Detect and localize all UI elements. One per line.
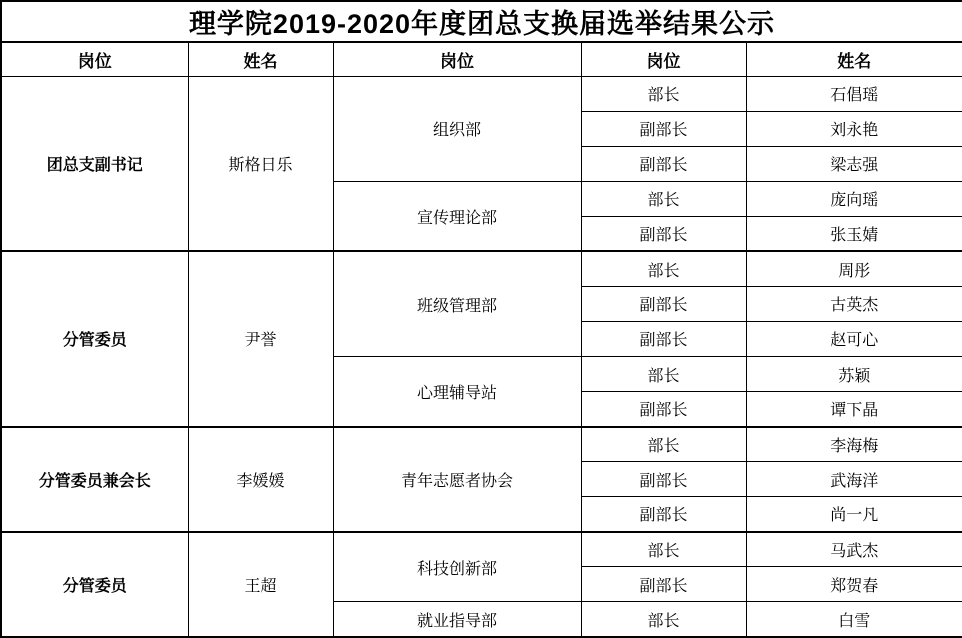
role-cell: 部长 xyxy=(581,356,746,391)
member-name-cell: 周彤 xyxy=(746,251,962,286)
member-name-cell: 苏颖 xyxy=(746,356,962,391)
position-cell: 团总支副书记 xyxy=(1,76,188,251)
header-position-left: 岗位 xyxy=(1,42,188,76)
member-name-cell: 石倡瑶 xyxy=(746,76,962,111)
role-cell: 部长 xyxy=(581,181,746,216)
position-cell: 分管委员兼会长 xyxy=(1,427,188,532)
member-name-cell: 武海洋 xyxy=(746,462,962,497)
department-cell: 就业指导部 xyxy=(333,602,581,637)
role-cell: 部长 xyxy=(581,602,746,637)
member-name-cell: 梁志强 xyxy=(746,146,962,181)
header-position-mid: 岗位 xyxy=(333,42,581,76)
leader-name-cell: 斯格日乐 xyxy=(188,76,333,251)
department-cell: 科技创新部 xyxy=(333,532,581,602)
department-cell: 宣传理论部 xyxy=(333,181,581,251)
department-cell: 组织部 xyxy=(333,76,581,181)
header-name-left: 姓名 xyxy=(188,42,333,76)
header-position-right: 岗位 xyxy=(581,42,746,76)
member-name-cell: 谭下晶 xyxy=(746,392,962,427)
leader-name-cell: 尹誉 xyxy=(188,251,333,426)
member-name-cell: 古英杰 xyxy=(746,286,962,321)
position-cell: 分管委员 xyxy=(1,251,188,426)
department-cell: 班级管理部 xyxy=(333,251,581,356)
department-cell: 青年志愿者协会 xyxy=(333,427,581,532)
role-cell: 副部长 xyxy=(581,111,746,146)
member-name-cell: 马武杰 xyxy=(746,532,962,567)
role-cell: 副部长 xyxy=(581,321,746,356)
member-name-cell: 尚一凡 xyxy=(746,497,962,532)
role-cell: 部长 xyxy=(581,251,746,286)
member-name-cell: 白雪 xyxy=(746,602,962,637)
member-name-cell: 张玉婧 xyxy=(746,216,962,251)
member-name-cell: 庞向瑶 xyxy=(746,181,962,216)
leader-name-cell: 李媛媛 xyxy=(188,427,333,532)
department-cell: 心理辅导站 xyxy=(333,356,581,426)
role-cell: 部长 xyxy=(581,532,746,567)
role-cell: 部长 xyxy=(581,76,746,111)
role-cell: 副部长 xyxy=(581,146,746,181)
role-cell: 副部长 xyxy=(581,497,746,532)
page-title: 理学院2019-2020年度团总支换届选举结果公示 xyxy=(1,1,962,42)
role-cell: 副部长 xyxy=(581,462,746,497)
header-name-right: 姓名 xyxy=(746,42,962,76)
leader-name-cell: 王超 xyxy=(188,532,333,637)
member-name-cell: 赵可心 xyxy=(746,321,962,356)
role-cell: 副部长 xyxy=(581,286,746,321)
role-cell: 副部长 xyxy=(581,216,746,251)
member-name-cell: 李海梅 xyxy=(746,427,962,462)
role-cell: 副部长 xyxy=(581,567,746,602)
role-cell: 部长 xyxy=(581,427,746,462)
member-name-cell: 郑贺春 xyxy=(746,567,962,602)
role-cell: 副部长 xyxy=(581,392,746,427)
member-name-cell: 刘永艳 xyxy=(746,111,962,146)
position-cell: 分管委员 xyxy=(1,532,188,637)
